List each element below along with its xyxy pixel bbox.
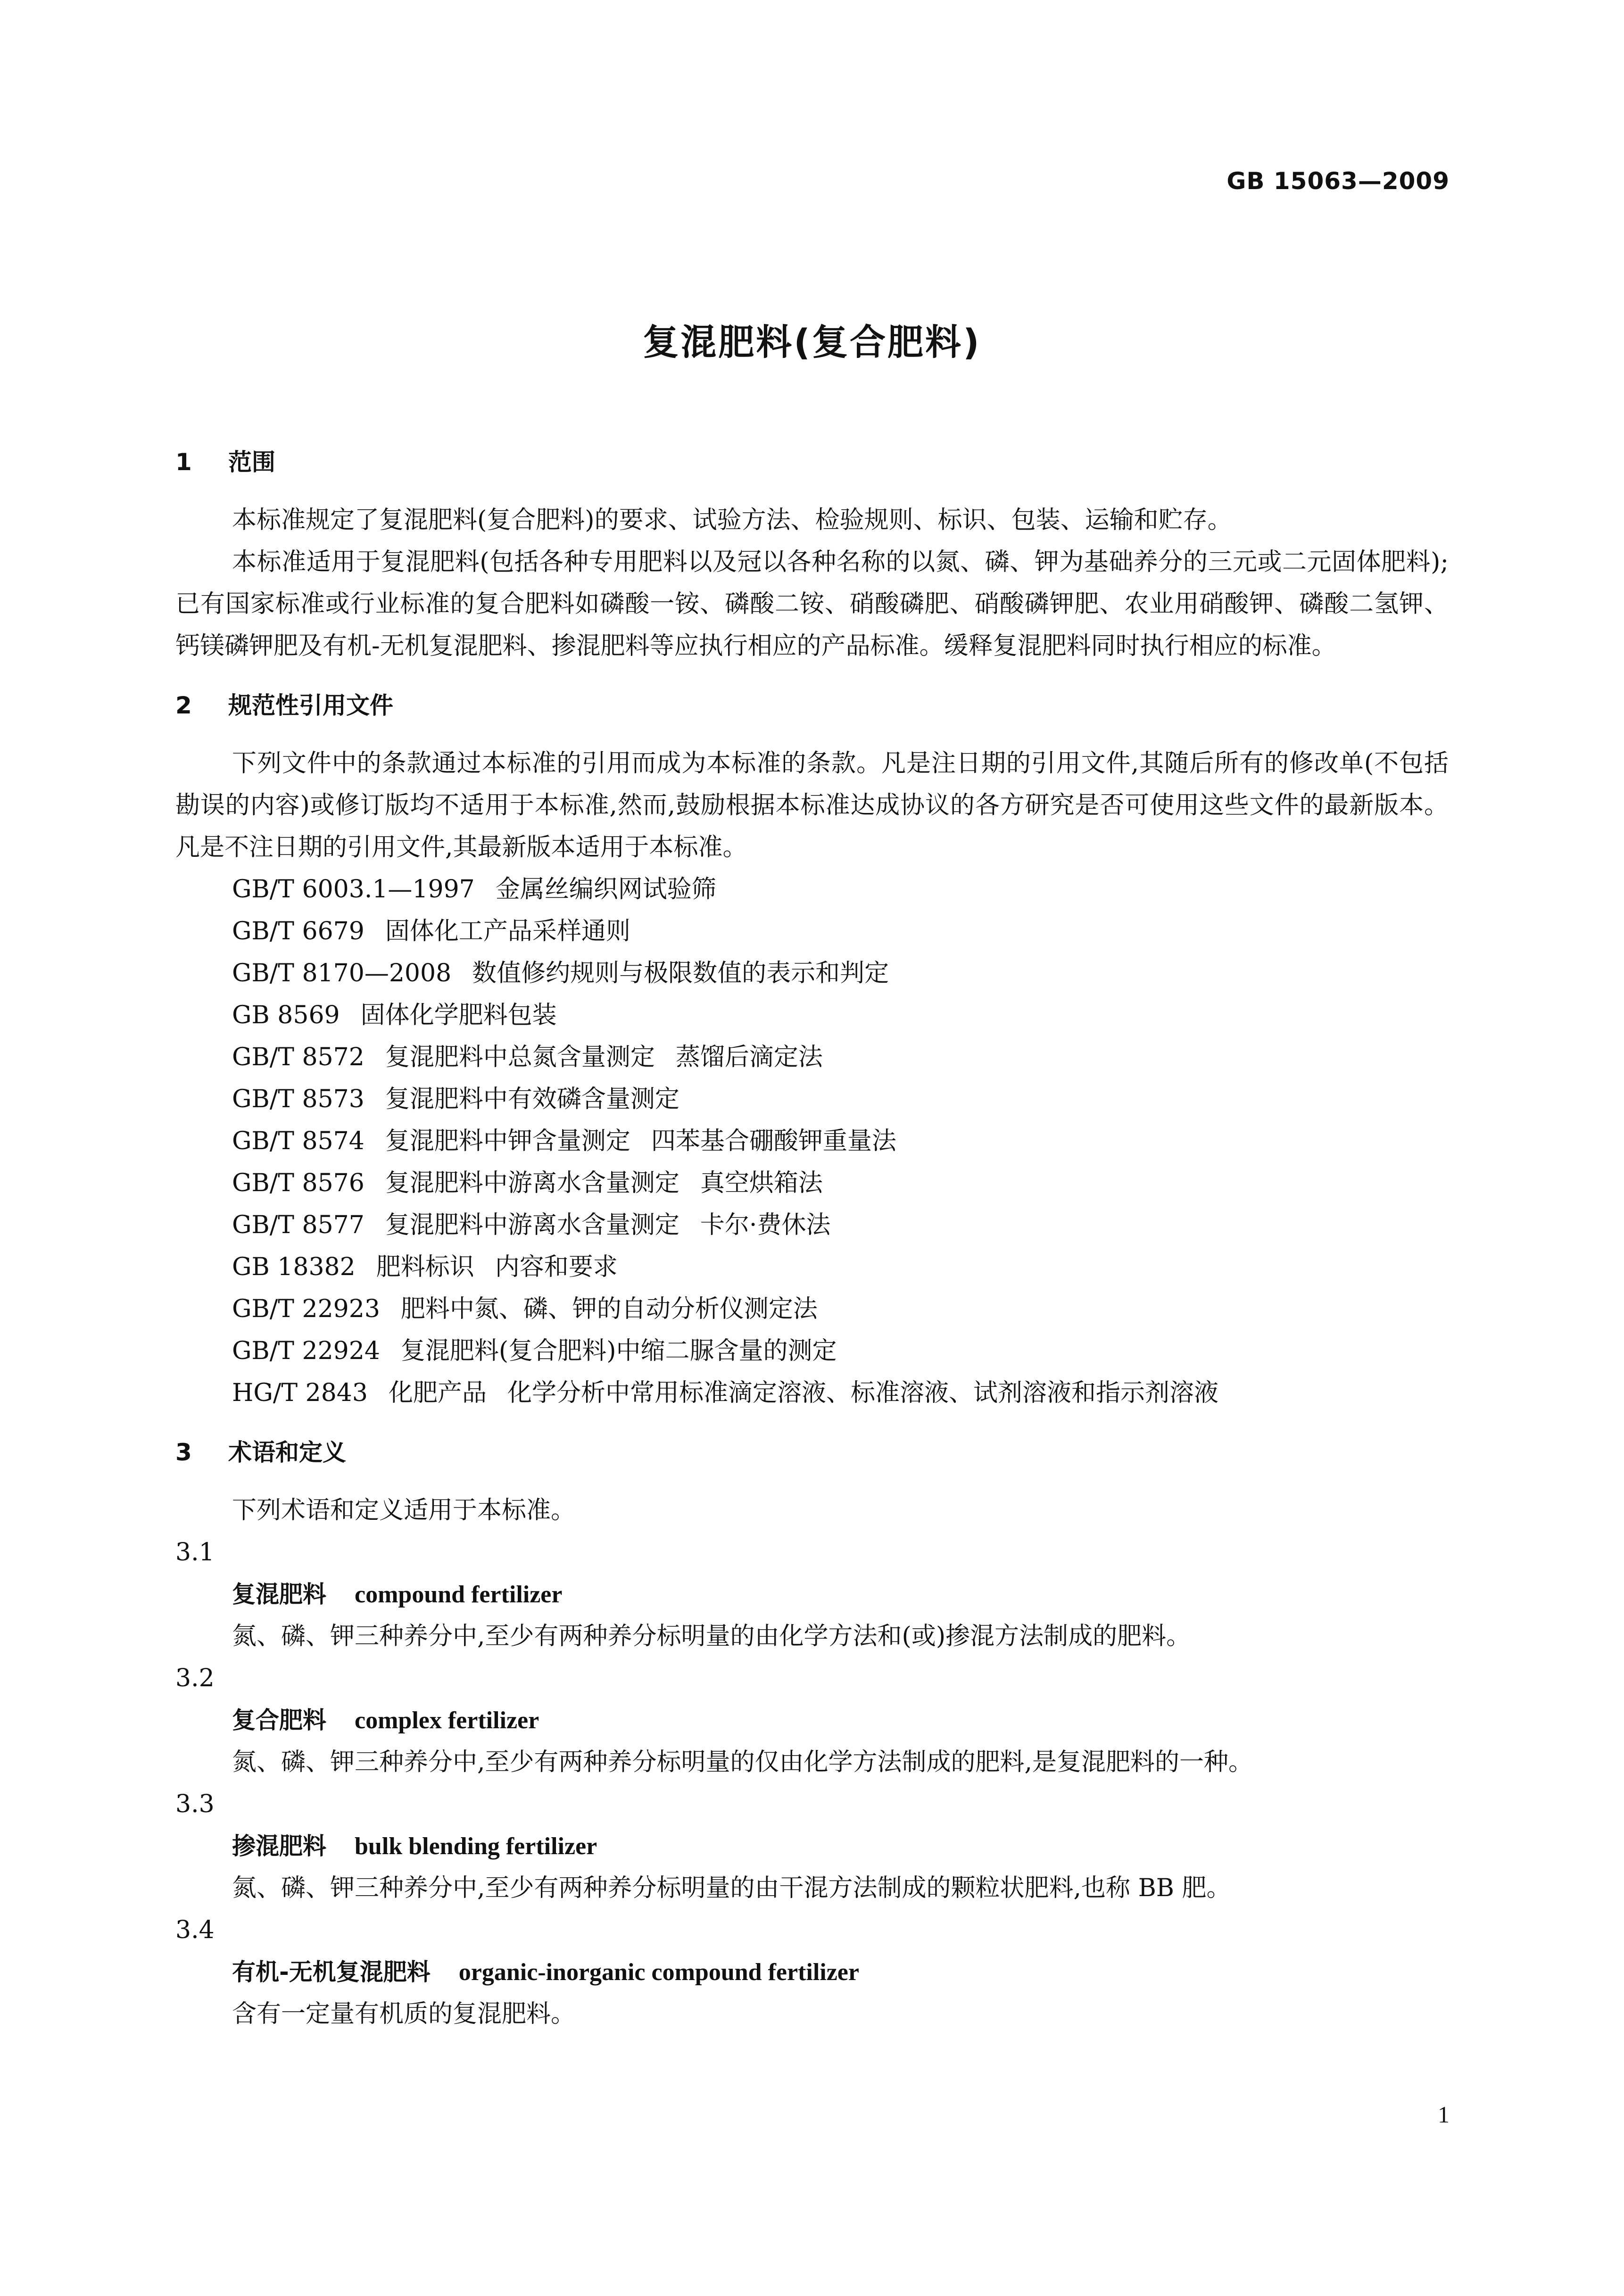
- reference-title: 复混肥料中钾含量测定: [385, 1127, 630, 1155]
- reference-code: GB/T 8572: [232, 1043, 365, 1071]
- reference-code: GB/T 22923: [232, 1295, 380, 1323]
- section-title: 范围: [228, 448, 275, 476]
- reference-item: [175, 869, 1449, 911]
- reference-title: 复混肥料中游离水含量测定: [385, 1169, 679, 1197]
- reference-code: GB 18382: [232, 1253, 356, 1281]
- term-definition: 氮、磷、钾三种养分中,至少有两种养分标明量的由化学方法和(或)掺混方法制成的肥料。: [232, 1622, 1191, 1650]
- term-zh: 有机-无机复混肥料: [232, 1958, 431, 1986]
- reference-item: [175, 1204, 1449, 1246]
- term-zh: 复混肥料: [232, 1581, 326, 1608]
- reference-subtitle: 四苯基合硼酸钾重量法: [651, 1127, 896, 1155]
- reference-title: 肥料中氮、磷、钾的自动分析仪测定法: [400, 1295, 818, 1323]
- term-heading: [175, 1951, 1449, 1993]
- term-en: compound fertilizer: [355, 1581, 563, 1608]
- document-body: [175, 446, 1449, 2035]
- section-title: 术语和定义: [228, 1439, 346, 1466]
- reference-item: [175, 1162, 1449, 1204]
- term-number: 3.3: [175, 1790, 215, 1818]
- reference-code: GB/T 8170—2008: [232, 959, 452, 987]
- term-number: 3.2: [175, 1664, 215, 1692]
- reference-item: [175, 1330, 1449, 1372]
- reference-subtitle: 内容和要求: [495, 1253, 618, 1281]
- section-number: 3: [175, 1439, 192, 1466]
- reference-item: [175, 1372, 1449, 1414]
- reference-title: 复混肥料中总氮含量测定: [385, 1043, 655, 1071]
- reference-code: GB/T 6679: [232, 917, 365, 945]
- term-number: 3.4: [175, 1916, 215, 1944]
- reference-subtitle: 化学分析中常用标准滴定溶液、标准溶液、试剂溶液和指示剂溶液: [507, 1379, 1218, 1407]
- standard-code: GB 15063—2009: [1226, 167, 1450, 195]
- scope-paragraph: 本标准规定了复混肥料(复合肥料)的要求、试验方法、检验规则、标识、包装、运输和贮存。: [232, 506, 1232, 534]
- section-title: 规范性引用文件: [228, 692, 393, 719]
- reference-title: 复混肥料中游离水含量测定: [385, 1211, 679, 1239]
- reference-title: 复混肥料(复合肥料)中缩二脲含量的测定: [400, 1337, 837, 1365]
- term-definition: 氮、磷、钾三种养分中,至少有两种养分标明量的由干混方法制成的颗粒状肥料,也称 BB 肥。: [232, 1874, 1231, 1902]
- term-definition: 含有一定量有机质的复混肥料。: [232, 2000, 576, 2028]
- reference-subtitle: 蒸馏后滴定法: [675, 1043, 823, 1071]
- section-3-heading: [175, 1436, 1449, 1469]
- reference-code: GB/T 8574: [232, 1127, 365, 1155]
- reference-code: GB 8569: [232, 1001, 340, 1029]
- term-zh: 掺混肥料: [232, 1832, 326, 1860]
- reference-code: HG/T 2843: [232, 1379, 368, 1407]
- reference-code: GB/T 8576: [232, 1169, 365, 1197]
- reference-title: 复混肥料中有效磷含量测定: [385, 1085, 679, 1113]
- page-number: 1: [1438, 2101, 1450, 2128]
- terms-intro: 下列术语和定义适用于本标准。: [232, 1496, 576, 1525]
- reference-title: 数值修约规则与极限数值的表示和判定: [472, 959, 889, 987]
- reference-item: [175, 995, 1449, 1036]
- reference-code: GB/T 6003.1—1997: [232, 875, 475, 903]
- reference-title: 化肥产品: [388, 1379, 487, 1407]
- document-title: 复混肥料(复合肥料): [643, 321, 981, 363]
- reference-code: GB/T 22924: [232, 1337, 380, 1365]
- term-zh: 复合肥料: [232, 1707, 326, 1734]
- reference-subtitle: 卡尔·费休法: [700, 1211, 831, 1239]
- reference-list: [175, 869, 1449, 1414]
- reference-title: 金属丝编织网试验筛: [495, 875, 716, 903]
- term-number: 3.1: [175, 1538, 215, 1567]
- reference-item: [175, 1288, 1449, 1330]
- section-2-heading: [175, 689, 1449, 722]
- term-en: bulk blending fertilizer: [355, 1833, 597, 1860]
- term-definition: 氮、磷、钾三种养分中,至少有两种养分标明量的仅由化学方法制成的肥料,是复混肥料的一种。: [232, 1748, 1253, 1776]
- scope-paragraph: 本标准适用于复混肥料(包括各种专用肥料以及冠以各种名称的以氮、磷、钾为基础养分的三元或二元固体肥料);已有国家标准或行业标准的复合肥料如磷酸一铵、磷酸二铵、硝酸磷肥、硝酸磷钾肥、农业用硝酸钾、磷酸二氢钾、钙镁磷钾肥及有机-无机复混肥料、掺混肥料等应执行相应的产品标准。缓释复混肥料同时执行相应的标准。: [175, 548, 1449, 660]
- reference-title: 固体化学肥料包装: [360, 1001, 557, 1029]
- section-1-heading: [175, 446, 1449, 479]
- term-heading: [175, 1699, 1449, 1741]
- section-number: 1: [175, 448, 192, 476]
- reference-item: [175, 953, 1449, 995]
- reference-code: GB/T 8573: [232, 1085, 365, 1113]
- reference-item: [175, 1246, 1449, 1288]
- reference-title: 固体化工产品采样通则: [385, 917, 630, 945]
- term-en: organic-inorganic compound fertilizer: [458, 1959, 859, 1986]
- reference-title: 肥料标识: [376, 1253, 474, 1281]
- reference-item: [175, 1078, 1449, 1120]
- term-en: complex fertilizer: [355, 1707, 539, 1734]
- section-number: 2: [175, 692, 192, 719]
- references-intro: 下列文件中的条款通过本标准的引用而成为本标准的条款。凡是注日期的引用文件,其随后所有的修改单(不包括勘误的内容)或修订版均不适用于本标准,然而,鼓励根据本标准达成协议的各方研究是否可使用这些文件的最新版本。凡是不注日期的引用文件,其最新版本适用于本标准。: [175, 749, 1449, 862]
- reference-item: [175, 1036, 1449, 1078]
- term-heading: [175, 1825, 1449, 1867]
- reference-code: GB/T 8577: [232, 1211, 365, 1239]
- reference-item: [175, 911, 1449, 953]
- term-heading: [175, 1574, 1449, 1616]
- reference-item: [175, 1120, 1449, 1162]
- reference-subtitle: 真空烘箱法: [700, 1169, 823, 1197]
